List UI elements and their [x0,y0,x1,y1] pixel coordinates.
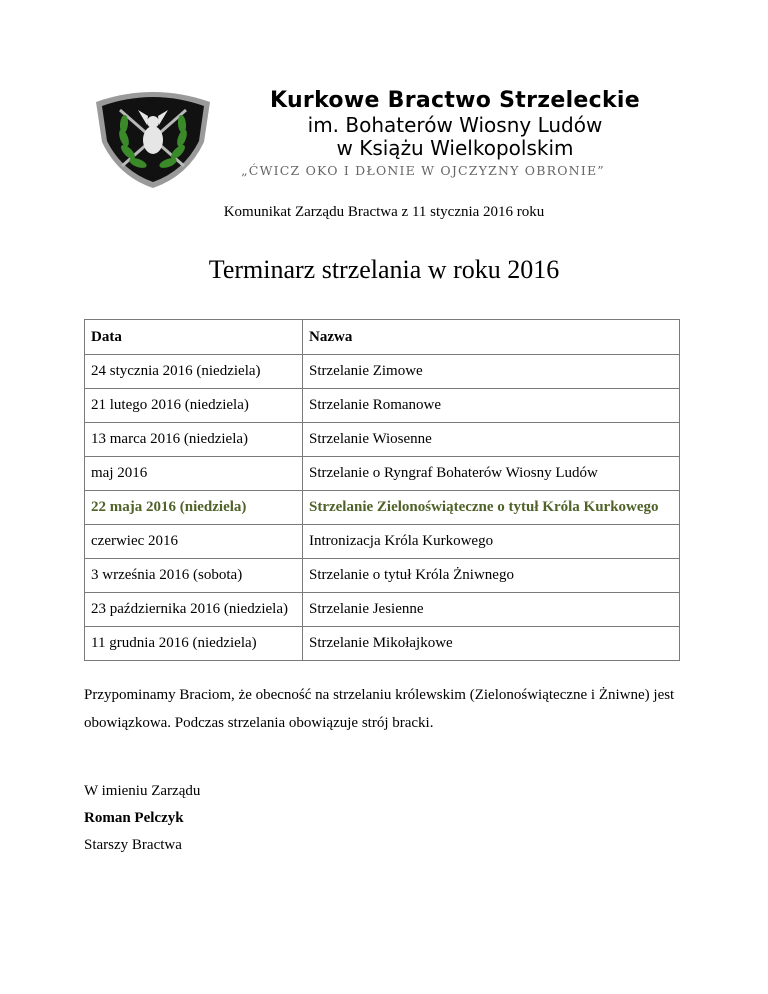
signature-block [84,778,200,859]
signatory-name: Roman Pelczyk [84,810,184,826]
event-date: 11 grudnia 2016 (niedziela) [85,627,303,661]
event-name: Strzelanie Mikołajkowe [303,627,680,661]
page-title: Terminarz strzelania w roku 2016 [208,255,560,284]
schedule-table [84,319,680,661]
motto: „ĆWICZ OKO I DŁONIE W OJCZYZNY OBRONIE” [241,163,605,178]
event-name: Strzelanie Zimowe [303,355,680,389]
event-date: 22 maja 2016 (niedziela) [85,491,303,525]
org-name-line-1: Kurkowe Bractwo Strzeleckie [270,88,640,113]
event-date: 3 września 2016 (sobota) [85,559,303,593]
table-row [85,355,680,389]
announcement-line: Komunikat Zarządu Bractwa z 11 stycznia 2016 roku [223,204,545,220]
event-name: Strzelanie Romanowe [303,389,680,423]
event-date: 23 października 2016 (niedziela) [85,593,303,627]
table-row [85,457,680,491]
table-row [85,559,680,593]
org-name-line-2: im. Bohaterów Wiosny Ludów [307,113,603,137]
reminder-paragraph: Przypominamy Braciom, że obecność na strzelaniu królewskim (Zielonoświąteczne i Żniwne) jest obowiązkowa. Podczas strzelania obowiązuje strój bracki. [84,687,675,731]
table-row-highlighted [85,491,680,525]
event-name: Intronizacja Króla Kurkowego [303,525,680,559]
shield-logo-icon [88,80,218,190]
event-date: 13 marca 2016 (niedziela) [85,423,303,457]
table-row [85,525,680,559]
event-date: czerwiec 2016 [85,525,303,559]
event-date: 24 stycznia 2016 (niedziela) [85,355,303,389]
letterhead [88,80,688,190]
event-name: Strzelanie Zielonoświąteczne o tytuł Króla Kurkowego [303,491,680,525]
table-row [85,423,680,457]
table-header-row [85,320,680,355]
organization-name [230,90,680,158]
event-name: Strzelanie Jesienne [303,593,680,627]
table-row [85,627,680,661]
column-header-name: Nazwa [303,320,680,355]
event-name: Strzelanie o Ryngraf Bohaterów Wiosny Ludów [303,457,680,491]
signature-line: W imieniu Zarządu [84,783,201,799]
event-name: Strzelanie o tytuł Króla Żniwnego [303,559,680,593]
signatory-role: Starszy Bractwa [84,837,182,853]
org-name-line-3: w Książu Wielkopolskim [336,136,574,160]
table-row [85,593,680,627]
column-header-date: Data [85,320,303,355]
event-date: maj 2016 [85,457,303,491]
event-name: Strzelanie Wiosenne [303,423,680,457]
table-row [85,389,680,423]
event-date: 21 lutego 2016 (niedziela) [85,389,303,423]
